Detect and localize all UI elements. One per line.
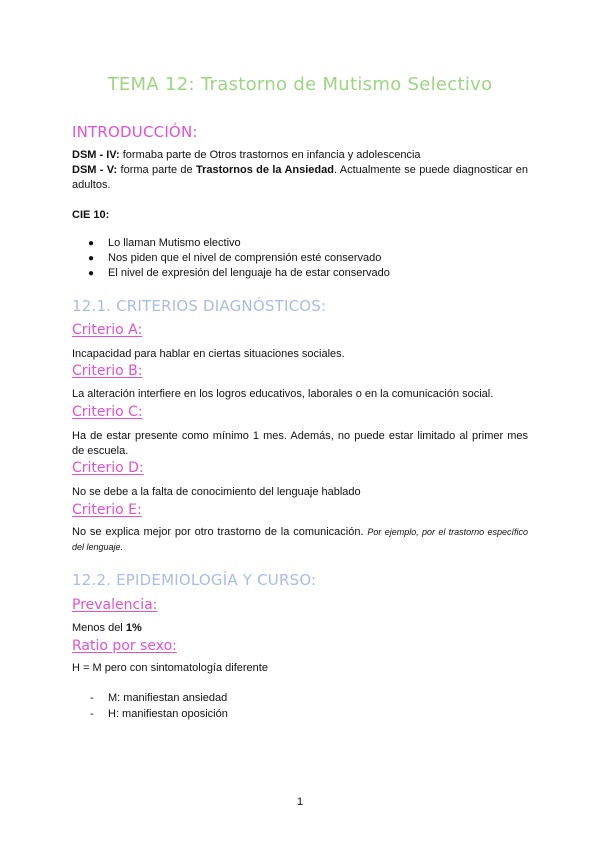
prevalencia-value: 1% bbox=[125, 622, 142, 634]
ratio-label: Ratio por sexo: bbox=[72, 638, 177, 654]
criterio-b-label: Criterio B: bbox=[72, 363, 143, 379]
ratio-text: H = M pero con sintomatología diferente bbox=[72, 662, 268, 674]
dsm4-text: formaba parte de Otros trastornos en infancia y adolescencia bbox=[122, 149, 421, 161]
dsm4-label: DSM - IV: bbox=[72, 149, 120, 161]
list-item: - M: manifiestan ansiedad bbox=[90, 692, 228, 704]
dsm5-text-2: . Actualmente se puede diagnosticar en adultos. bbox=[72, 164, 528, 191]
list-item: ● Nos piden que el nivel de comprensión esté conservado bbox=[88, 252, 382, 264]
dsm5-text-1: forma parte de bbox=[120, 164, 193, 176]
dsm5-bold: Trastornos de la Ansiedad bbox=[195, 164, 334, 176]
dsm4-line bbox=[72, 148, 528, 163]
list-item: ● Lo llaman Mutismo electivo bbox=[88, 237, 241, 249]
criterio-c-label: Criterio C: bbox=[72, 404, 143, 420]
epidemiologia-heading: 12.2. EPIDEMIOLOGÍA Y CURSO: bbox=[72, 571, 317, 589]
dash-icon: - bbox=[90, 692, 94, 704]
bullet-icon: ● bbox=[88, 268, 95, 279]
list-item: ● El nivel de expresión del lenguaje ha de estar conservado bbox=[88, 267, 390, 279]
dash-icon: - bbox=[90, 708, 94, 720]
dsm5-paragraph bbox=[72, 163, 528, 193]
dsm5-label: DSM - V: bbox=[72, 164, 118, 176]
ratio-dash-list bbox=[90, 690, 228, 722]
page-title: TEMA 12: Trastorno de Mutismo Selectivo bbox=[107, 74, 493, 95]
criterio-a-label: Criterio A: bbox=[72, 322, 143, 338]
bullet-icon: ● bbox=[88, 253, 95, 264]
intro-heading: INTRODUCCIÓN: bbox=[72, 123, 198, 141]
criterio-e-example: Por ejemplo, por el trastorno específico del lenguaje. bbox=[72, 527, 528, 552]
cie-bullet-list bbox=[88, 236, 390, 281]
criterio-e-label: Criterio E: bbox=[72, 502, 142, 518]
criterio-e-text bbox=[72, 525, 528, 555]
criterio-d-label: Criterio D: bbox=[72, 460, 144, 476]
prevalencia-text: Menos del bbox=[72, 622, 123, 634]
criterio-d-text: No se debe a la falta de conocimiento del lenguaje hablado bbox=[72, 486, 361, 498]
prevalencia-line bbox=[72, 621, 528, 636]
bullet-icon: ● bbox=[88, 238, 95, 249]
prevalencia-label: Prevalencia: bbox=[72, 597, 158, 613]
criterios-heading: 12.1. CRITERIOS DIAGNÓSTICOS: bbox=[72, 297, 327, 315]
list-item: - H: manifiestan oposición bbox=[90, 708, 228, 720]
criterio-c-text: Ha de estar presente como mínimo 1 mes. Además, no puede estar limitado al primer mes de escuela. bbox=[72, 430, 528, 457]
criterio-b-text: La alteración interfiere en los logros educativos, laborales o en la comunicación social. bbox=[72, 388, 494, 400]
criterio-a-text: Incapacidad para hablar en ciertas situaciones sociales. bbox=[72, 348, 345, 360]
cie-label: CIE 10: bbox=[72, 209, 110, 221]
page-number: 1 bbox=[296, 796, 304, 808]
criterio-e-main: No se explica mejor por otro trastorno de la comunicación. bbox=[72, 526, 364, 538]
